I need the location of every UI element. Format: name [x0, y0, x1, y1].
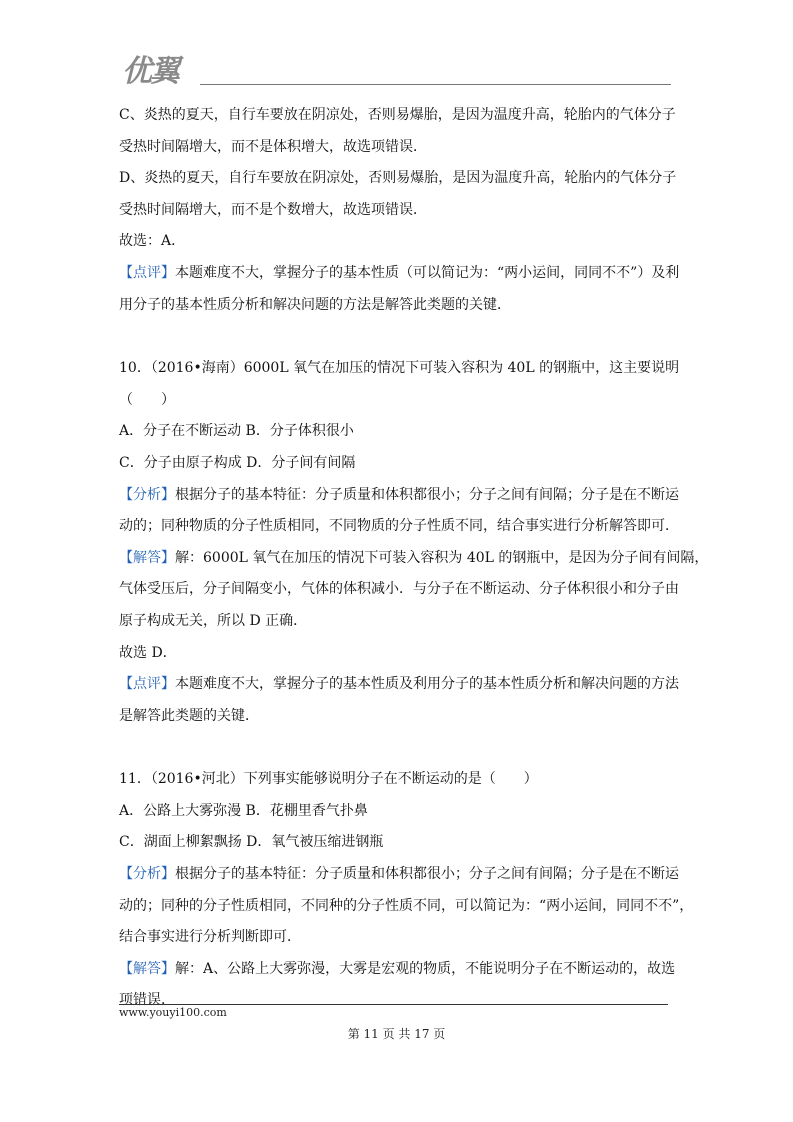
page-number: 第 11 页 共 17 页	[347, 1027, 446, 1041]
question-10	[119, 353, 709, 732]
question-stem: 11．（2016•河北）下列事实能够说明分子在不断运动的是（ ）	[119, 771, 538, 788]
footer-divider	[119, 1004, 668, 1005]
text-line: C、炎热的夏天，自行车要放在阴凉处，否则易爆胎，是因为温度升高，轮胎内的气体分子	[119, 107, 676, 123]
text-line: 结合事实进行分析判断即可．	[119, 929, 301, 946]
answer-options: A．公路上大雾弥漫 B．花棚里香气扑鼻	[119, 802, 368, 819]
text-line: D、炎热的夏天，自行车要放在阴凉处，否则易爆胎，是因为温度升高，轮胎内的气体分子	[119, 170, 677, 187]
header-divider	[200, 84, 671, 85]
text-line: 原子构成无关，所以 D 正确．	[119, 612, 308, 629]
footer-url: www.youyi100.com	[119, 1006, 227, 1019]
answer-options: A．分子在不断运动 B．分子体积很小	[119, 423, 354, 440]
document-body	[119, 100, 709, 1017]
text-line: 动的；同种物质的分子性质相同，不同物质的分子性质不同，结合事实进行分析解答即可．	[119, 518, 679, 535]
text-line: 受热时间隔增大，而不是体积增大，故选项错误．	[119, 138, 427, 155]
text-line: 是解答此类题的关键．	[119, 707, 259, 724]
analysis-tag: 【分析】	[119, 486, 175, 503]
text-line: 故选：A．	[119, 233, 186, 250]
question-stem: 10．（2016•海南）6000L 氧气在加压的情况下可装入容积为 40L 的钢瓶中，这主要说明	[119, 360, 680, 377]
answer-options: C．湖面上柳絮飘扬 D．氧气被压缩进钢瓶	[119, 834, 384, 851]
logo: 优翼	[122, 54, 178, 89]
comment-tag: 【点评】	[119, 676, 175, 693]
analysis-line: 【分析】根据分子的基本特征：分子质量和体积都很小；分子之间有间隔；分子是在不断运	[119, 486, 679, 503]
solution-line: 【解答】解：A、公路上大雾弥漫，大雾是宏观的物质，不能说明分子在不断运动的，故选	[119, 960, 676, 977]
comment-line: 【点评】本题难度不大，掌握分子的基本性质及利用分子的基本性质分析和解决问题的方法	[119, 676, 679, 693]
solution-tag: 【解答】	[119, 549, 175, 566]
analysis-tag: 【分析】	[119, 866, 175, 883]
question-stem: （ ）	[119, 391, 175, 408]
comment-line: 【点评】本题难度不大，掌握分子的基本性质（可以简记为：“两小运间，同同不不”）及利	[119, 264, 680, 281]
solution-line: 【解答】解：6000L 氧气在加压的情况下可装入容积为 40L 的钢瓶中，是因为分子间有间隔，	[119, 549, 709, 566]
question-9-explanation	[119, 100, 679, 321]
text-line: 受热时间隔增大，而不是个数增大，故选项错误．	[119, 201, 427, 218]
text-line: 动的；同种的分子性质相同，不同种的分子性质不同，可以简记为：“两小运间，同同不不”，	[119, 897, 694, 914]
comment-tag: 【点评】	[119, 264, 175, 281]
text-line: 用分子的基本性质分析和解决问题的方法是解答此类题的关键．	[119, 296, 511, 313]
text-line: 气体受压后，分子间隔变小，气体的体积减小．与分子在不断运动、分子体积很小和分子由	[119, 581, 679, 598]
answer-options: C．分子由原子构成 D．分子间有间隔	[119, 454, 356, 471]
text-line: 项错误．	[119, 992, 175, 1009]
question-11	[119, 764, 694, 1017]
solution-tag: 【解答】	[119, 960, 175, 977]
analysis-line: 【分析】根据分子的基本特征：分子质量和体积都很小；分子之间有间隔；分子是在不断运	[119, 866, 679, 883]
text-line: 故选 D．	[119, 644, 177, 661]
